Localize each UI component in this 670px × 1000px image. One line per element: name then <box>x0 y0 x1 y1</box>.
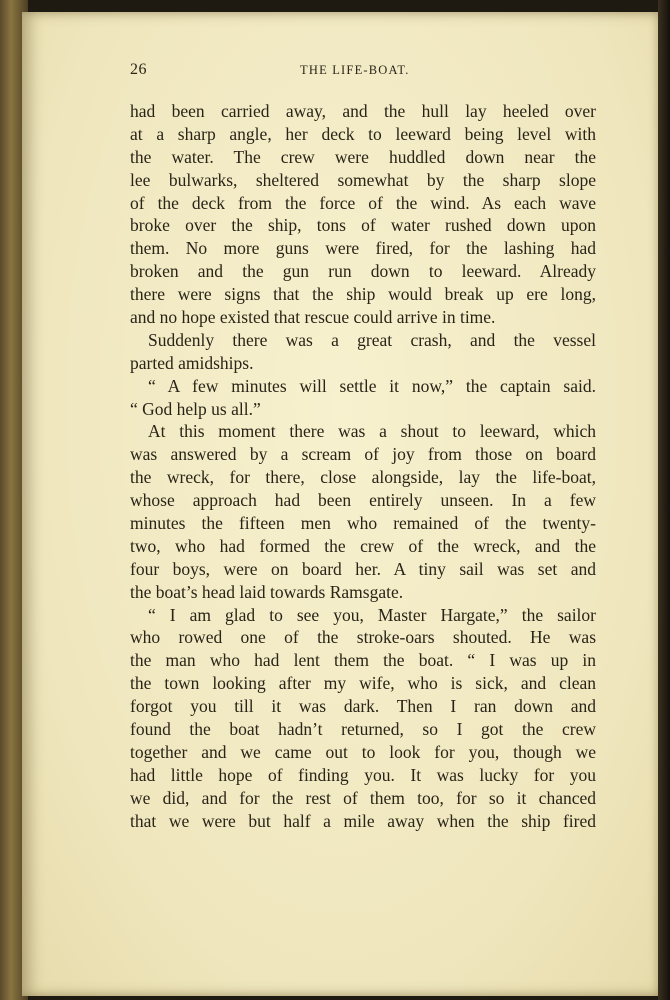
text-line: the man who had lent them the boat. “ I was up in <box>130 650 596 671</box>
text-line: whose approach had been entirely unseen. In a few <box>130 490 596 511</box>
text-line: them. No more guns were fired, for the lashing had <box>130 238 596 259</box>
text-line: of the deck from the force of the wind. As each wave <box>130 192 596 213</box>
text-line: “ God help us all.” <box>130 398 261 419</box>
text-line: broke over the ship, tons of water rushed down upon <box>130 215 596 236</box>
text-line: the water. The crew were huddled down near the <box>130 146 596 167</box>
text-line: four boys, were on board her. A tiny sail was set and <box>130 558 596 579</box>
text-line: we did, and for the rest of them too, for so it chanced <box>130 787 596 808</box>
page-edge-shadow <box>658 0 670 1000</box>
text-line: the boat’s head laid towards Ramsgate. <box>130 581 404 602</box>
text-line: parted amidships. <box>130 352 254 373</box>
text-line: broken and the gun run down to leeward. Already <box>130 261 596 282</box>
text-line: “ I am glad to see you, Master Hargate,” the sailor <box>148 604 596 625</box>
text-line: had been carried away, and the hull lay heeled over <box>130 101 596 121</box>
text-line: At this moment there was a shout to leeward, which <box>148 421 596 442</box>
text-line: there were signs that the ship would break up ere long, <box>130 284 596 305</box>
text-line: the town looking after my wife, who is sick, and clean <box>130 673 596 694</box>
text-line: together and we came out to look for you, though we <box>130 741 596 762</box>
page-number: 26 <box>130 61 147 78</box>
text-line: that we were but half a mile away when the ship fired <box>130 810 596 831</box>
text-line: was answered by a scream of joy from those on board <box>130 444 596 465</box>
text-line: “ A few minutes will settle it now,” the captain said. <box>148 375 596 396</box>
text-line: forgot you till it was dark. Then I ran down and <box>130 696 596 717</box>
text-line: at a sharp angle, her deck to leeward being level with <box>130 123 596 144</box>
text-line: lee bulwarks, sheltered somewhat by the sharp slope <box>130 169 596 190</box>
page-header <box>130 61 600 87</box>
text-line: the wreck, for there, close alongside, lay the life-boat, <box>130 467 596 488</box>
text-line: two, who had formed the crew of the wreck, and the <box>130 535 596 556</box>
text-line: minutes the fifteen men who remained of the twenty- <box>130 513 596 534</box>
body-text <box>130 100 596 833</box>
running-head: THE LIFE-BOAT. <box>300 63 410 77</box>
text-line: and no hope existed that rescue could arrive in time. <box>130 307 496 328</box>
text-line: who rowed one of the stroke-oars shouted. He was <box>130 627 596 648</box>
text-line: had little hope of finding you. It was lucky for you <box>130 764 596 785</box>
text-line: Suddenly there was a great crash, and the vessel <box>148 329 596 350</box>
text-line: found the boat hadn’t returned, so I got the crew <box>130 719 596 740</box>
